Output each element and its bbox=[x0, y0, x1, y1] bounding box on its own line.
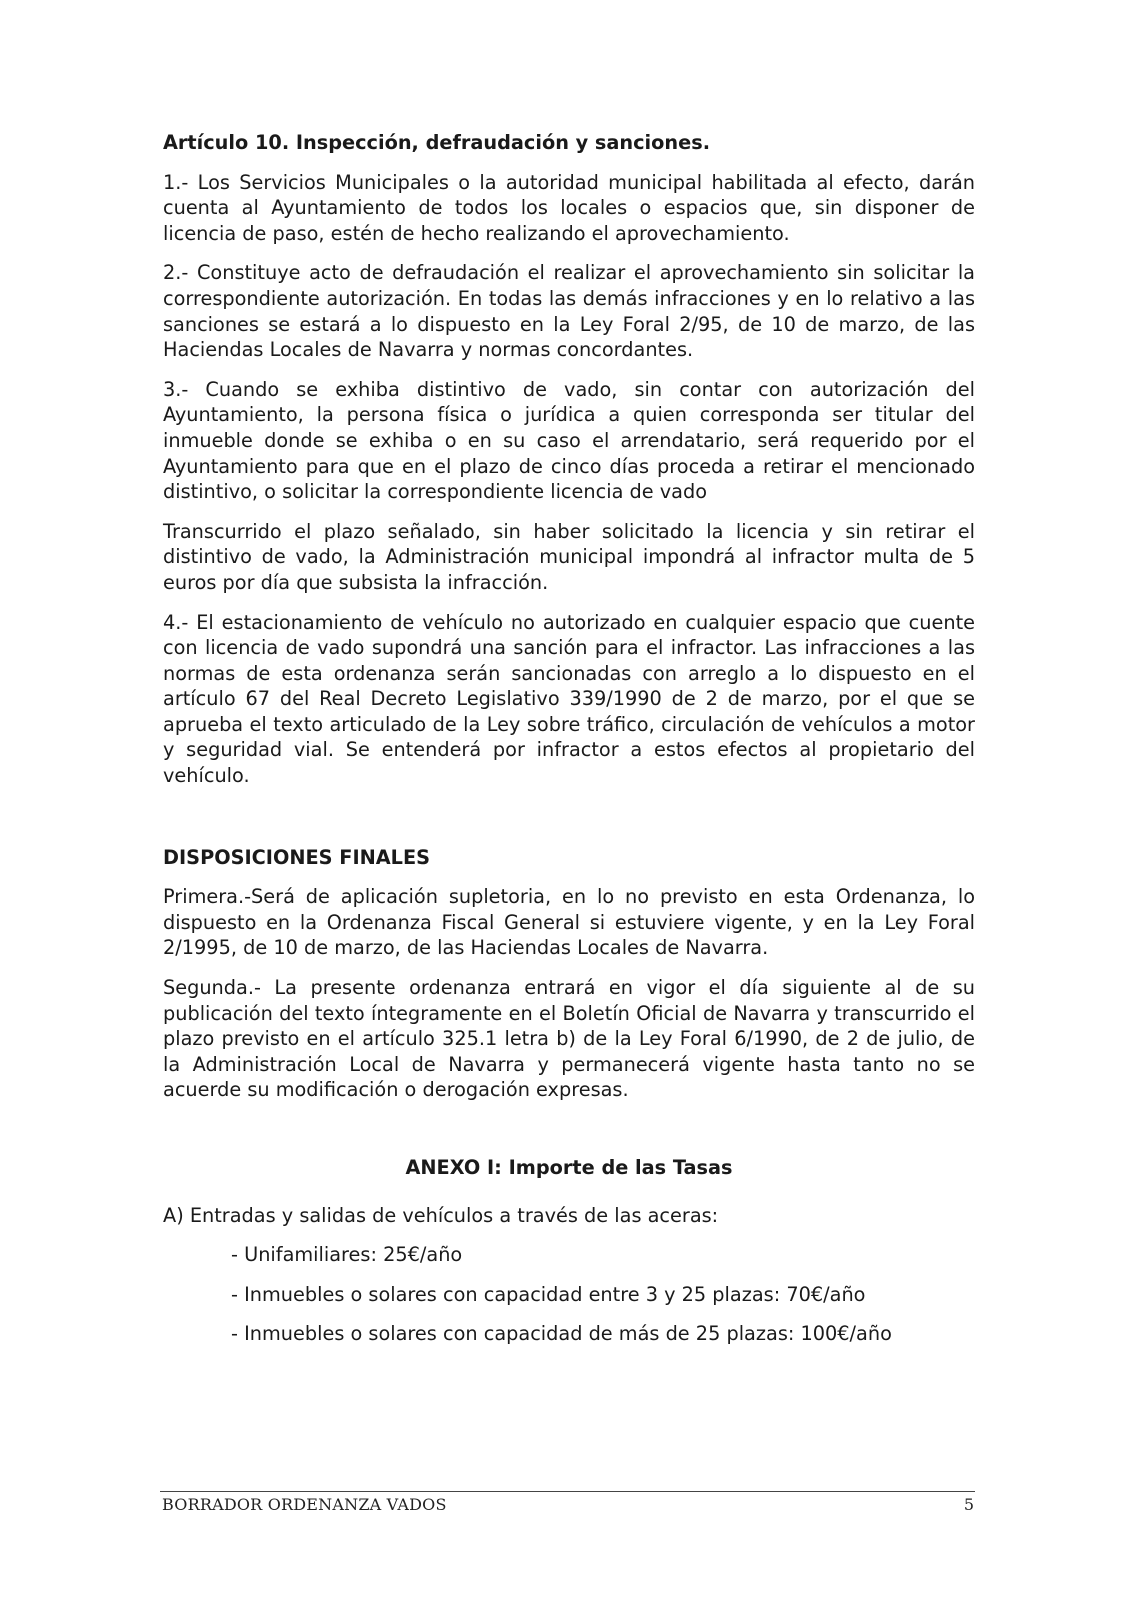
document-body bbox=[163, 130, 975, 1361]
final-provision-second: Segunda.- La presente ordenanza entrará en vigor el día siguiente al de su publicación del texto íntegramente en el Boletín Oficial de Navarra y transcurrido el plazo previsto en el artículo 325.1 letra b) de la Ley Foral 6/1990, de 2 de julio, de la Administración Local de Navarra y permanecerá vigente hasta tanto no se acuerde su modificación o derogación expresas. bbox=[163, 976, 975, 1102]
annex-list-intro: A) Entradas y salidas de vehículos a través de las aceras: bbox=[163, 1203, 719, 1227]
section-spacer bbox=[163, 1117, 975, 1155]
article-10-paragraph-2: 2.- Constituye acto de defraudación el realizar el aprovechamiento sin solicitar la correspondiente autorización. En todas las demás infracciones y en lo relativo a las sanciones se estará a lo dispuesto en la Ley Foral 2/95, de 10 de marzo, de las Haciendas Locales de Navarra y normas concordantes. bbox=[163, 261, 975, 362]
article-10-paragraph-1: 1.- Los Servicios Municipales o la autoridad municipal habilitada al efecto, darán cuenta al Ayuntamiento de todos los locales o espacios que, sin disponer de licencia de paso, estén de hecho realizando el aprovechamiento. bbox=[163, 170, 975, 245]
fee-item-over-25-spaces: - Inmuebles o solares con capacidad de más de 25 plazas: 100€/año bbox=[231, 1322, 892, 1346]
article-10-paragraph-4: 4.- El estacionamiento de vehículo no autorizado en cualquier espacio que cuente con licencia de vado supondrá una sanción para el infractor. Las infracciones a las normas de esta ordenanza serán sancionadas con arreglo a lo dispuesto en el artículo 67 del Real Decreto Legislativo 339/1990 de 2 de marzo, por el que se aprueba el texto articulado de la Ley sobre tráfico, circulación de vehículos a motor y seguridad vial. Se entenderá por infractor a estos efectos al propietario del vehículo. bbox=[163, 610, 975, 788]
article-10-heading: Artículo 10. Inspección, defraudación y sanciones. bbox=[163, 131, 711, 154]
fee-list bbox=[163, 1242, 975, 1347]
section-spacer bbox=[163, 803, 975, 845]
final-provision-first: Primera.-Será de aplicación supletoria, en lo no previsto en esta Ordenanza, lo dispuesto en la Ordenanza Fiscal General si estuviere vigente, y en la Ley Foral 2/1995, de 10 de marzo, de las Haciendas Locales de Navarra. bbox=[163, 885, 975, 960]
article-10-paragraph-3b: Transcurrido el plazo señalado, sin haber solicitado la licencia y sin retirar el distintivo de vado, la Administración municipal impondrá al infractor multa de 5 euros por día que subsista la infracción. bbox=[163, 519, 975, 594]
footer-divider bbox=[160, 1491, 975, 1492]
annex-heading: ANEXO I: Importe de las Tasas bbox=[405, 1156, 733, 1179]
final-provisions-heading: DISPOSICIONES FINALES bbox=[163, 845, 431, 869]
footer-page-number: 5 bbox=[963, 1495, 974, 1514]
fee-item-single-family: - Unifamiliares: 25€/año bbox=[231, 1243, 463, 1267]
footer-document-title: BORRADOR ORDENANZA VADOS bbox=[162, 1495, 447, 1514]
article-10-paragraph-3: 3.- Cuando se exhiba distintivo de vado, sin contar con autorización del Ayuntamiento, la persona física o jurídica a quien corresponda ser titular del inmueble donde se exhiba o en su caso el arrendatario, será requerido por el Ayuntamiento para que en el plazo de cinco días proceda a retirar el mencionado distintivo, o solicitar la correspondiente licencia de vado bbox=[163, 377, 975, 504]
fee-item-3-to-25-spaces: - Inmuebles o solares con capacidad entre 3 y 25 plazas: 70€/año bbox=[231, 1282, 866, 1306]
